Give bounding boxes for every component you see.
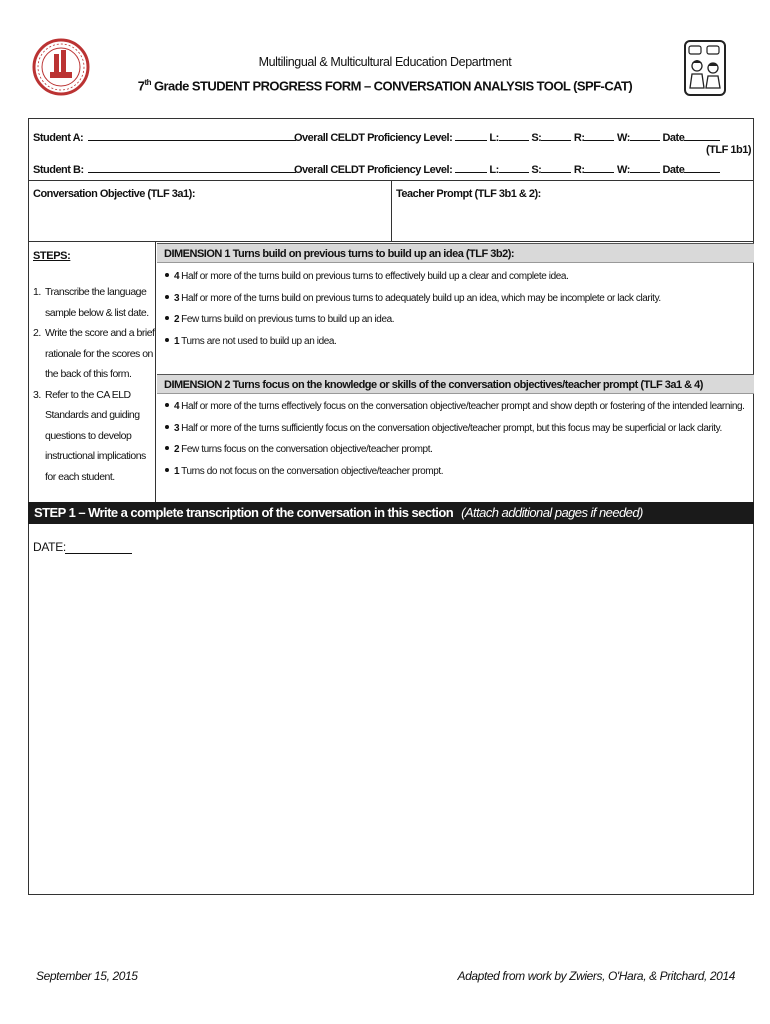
proficiency-a-overall-field[interactable] (455, 130, 487, 141)
l-label-a: L: (489, 132, 499, 144)
step-number: 1. (33, 286, 41, 298)
student-a-field[interactable] (88, 130, 296, 141)
bullet-icon (165, 403, 169, 407)
step-text: Refer to the CA ELD Standards and guiding questions to develop instructional implications for each student. (45, 388, 146, 483)
w-label-b: W: (617, 164, 630, 176)
score: 1 (174, 335, 180, 347)
date-label: DATE: (33, 540, 66, 554)
score: 2 (174, 314, 180, 325)
footer-credit: Adapted from work by Zwiers, O'Hara, & Pritchard, 2014 (457, 969, 735, 983)
score: 3 (174, 292, 180, 304)
list-item (162, 292, 661, 314)
step1-title: STEP 1 – Write a complete transcription of the conversation in this section (34, 505, 454, 520)
dimension1-header: DIMENSION 1 Turns build on previous turns to build up an idea (TLF 3b2): (157, 243, 754, 263)
divider-line (155, 241, 156, 502)
conversation-objective-label: Conversation Objective (TLF 3a1): (33, 188, 195, 200)
criterion-text: Half or more of the turns effectively focus on the conversation objective/teacher prompt and show depth or fostering of the intended learning. (181, 401, 745, 412)
proficiency-label-b: Overall CELDT Proficiency Level: (294, 164, 453, 176)
student-a-row (33, 130, 296, 144)
list-item (33, 385, 155, 488)
list-item (162, 443, 745, 465)
criterion-text: Turns do not focus on the conversation objective/teacher prompt. (181, 465, 444, 477)
date-a-field[interactable] (684, 130, 720, 141)
r-label-b: R: (573, 164, 585, 176)
bullet-icon (165, 273, 169, 277)
bullet-icon (165, 316, 169, 320)
proficiency-b-overall-field[interactable] (455, 162, 487, 173)
r-b-field[interactable] (584, 162, 614, 173)
steps-list (33, 282, 155, 487)
date-label-a: Date (662, 132, 685, 144)
bullet-icon (165, 425, 169, 429)
conversation-objective-field[interactable] (30, 204, 388, 238)
criterion-text: Turns are not used to build up an idea. (181, 335, 337, 347)
student-b-label: Student B: (33, 164, 84, 176)
list-item (162, 313, 661, 335)
form-title (0, 78, 770, 93)
score: 3 (174, 422, 180, 434)
bullet-icon (165, 446, 169, 450)
list-item (162, 335, 661, 357)
grade-number: 7 (137, 78, 145, 94)
title-text: Grade STUDENT PROGRESS FORM – CONVERSATION ANALYSIS TOOL (SPF-CAT) (150, 78, 633, 94)
r-a-field[interactable] (584, 130, 614, 141)
step1-header (28, 502, 754, 524)
step-number: 2. (33, 327, 41, 339)
student-b-proficiency (294, 162, 720, 176)
dimension1-list (162, 270, 661, 356)
dimension2-list (162, 400, 745, 486)
bullet-icon (165, 468, 169, 472)
score: 4 (174, 401, 180, 412)
student-b-field[interactable] (88, 162, 296, 173)
student-a-proficiency (294, 130, 720, 144)
list-item (162, 270, 661, 292)
list-item (162, 465, 745, 487)
s-b-field[interactable] (541, 162, 571, 173)
step-number: 3. (33, 388, 41, 401)
score: 2 (174, 444, 180, 455)
bullet-icon (165, 295, 169, 299)
grade-suffix: th (144, 78, 151, 87)
w-label-a: W: (617, 132, 630, 144)
criterion-text: Half or more of the turns build on previous turns to adequately build up an idea, which may be incomplete or lack clarity. (181, 292, 661, 304)
dimension2-header: DIMENSION 2 Turns focus on the knowledge or skills of the conversation objectives/teacher prompt (TLF 3a1 & 4) (157, 374, 754, 394)
teacher-prompt-label: Teacher Prompt (TLF 3b1 & 2): (396, 188, 541, 200)
transcription-area[interactable] (30, 562, 752, 892)
w-a-field[interactable] (630, 130, 660, 141)
score: 1 (174, 465, 180, 477)
divider-line (391, 180, 392, 241)
divider-line (28, 241, 754, 242)
step-text: Write the score and a brief rationale for the scores on the back of this form. (45, 327, 155, 380)
s-label-a: S: (531, 132, 542, 144)
footer-date: September 15, 2015 (36, 969, 138, 983)
list-item (162, 400, 745, 422)
criterion-text: Few turns build on previous turns to build up an idea. (181, 314, 395, 325)
bullet-icon (165, 338, 169, 342)
w-b-field[interactable] (630, 162, 660, 173)
student-b-row (33, 162, 296, 176)
date-label-b: Date (662, 164, 685, 176)
date-field[interactable] (65, 553, 132, 554)
list-item (33, 323, 155, 385)
date-b-field[interactable] (684, 162, 720, 173)
teacher-prompt-field[interactable] (394, 204, 752, 238)
l-a-field[interactable] (499, 130, 529, 141)
tlf-code: (TLF 1b1) (706, 144, 751, 156)
score: 4 (174, 271, 180, 282)
l-label-b: L: (489, 164, 499, 176)
criterion-text: Half or more of the turns build on previous turns to effectively build up a clear and complete idea. (181, 271, 569, 282)
r-label-a: R: (573, 132, 585, 144)
proficiency-label-a: Overall CELDT Proficiency Level: (294, 132, 453, 144)
step1-note: (Attach additional pages if needed) (461, 505, 643, 520)
department-name: Multilingual & Multicultural Education Department (258, 55, 512, 69)
l-b-field[interactable] (499, 162, 529, 173)
s-a-field[interactable] (541, 130, 571, 141)
s-label-b: S: (531, 164, 542, 176)
list-item (162, 422, 745, 444)
step-text: Transcribe the language sample below & list date. (45, 286, 149, 319)
steps-title: STEPS: (33, 250, 71, 262)
criterion-text: Few turns focus on the conversation objective/teacher prompt. (181, 444, 433, 455)
student-a-label: Student A: (33, 132, 84, 144)
criterion-text: Half or more of the turns sufficiently focus on the conversation objective/teacher prompt, but this focus may be superficial or lack clarity. (181, 422, 722, 434)
list-item (33, 282, 155, 323)
